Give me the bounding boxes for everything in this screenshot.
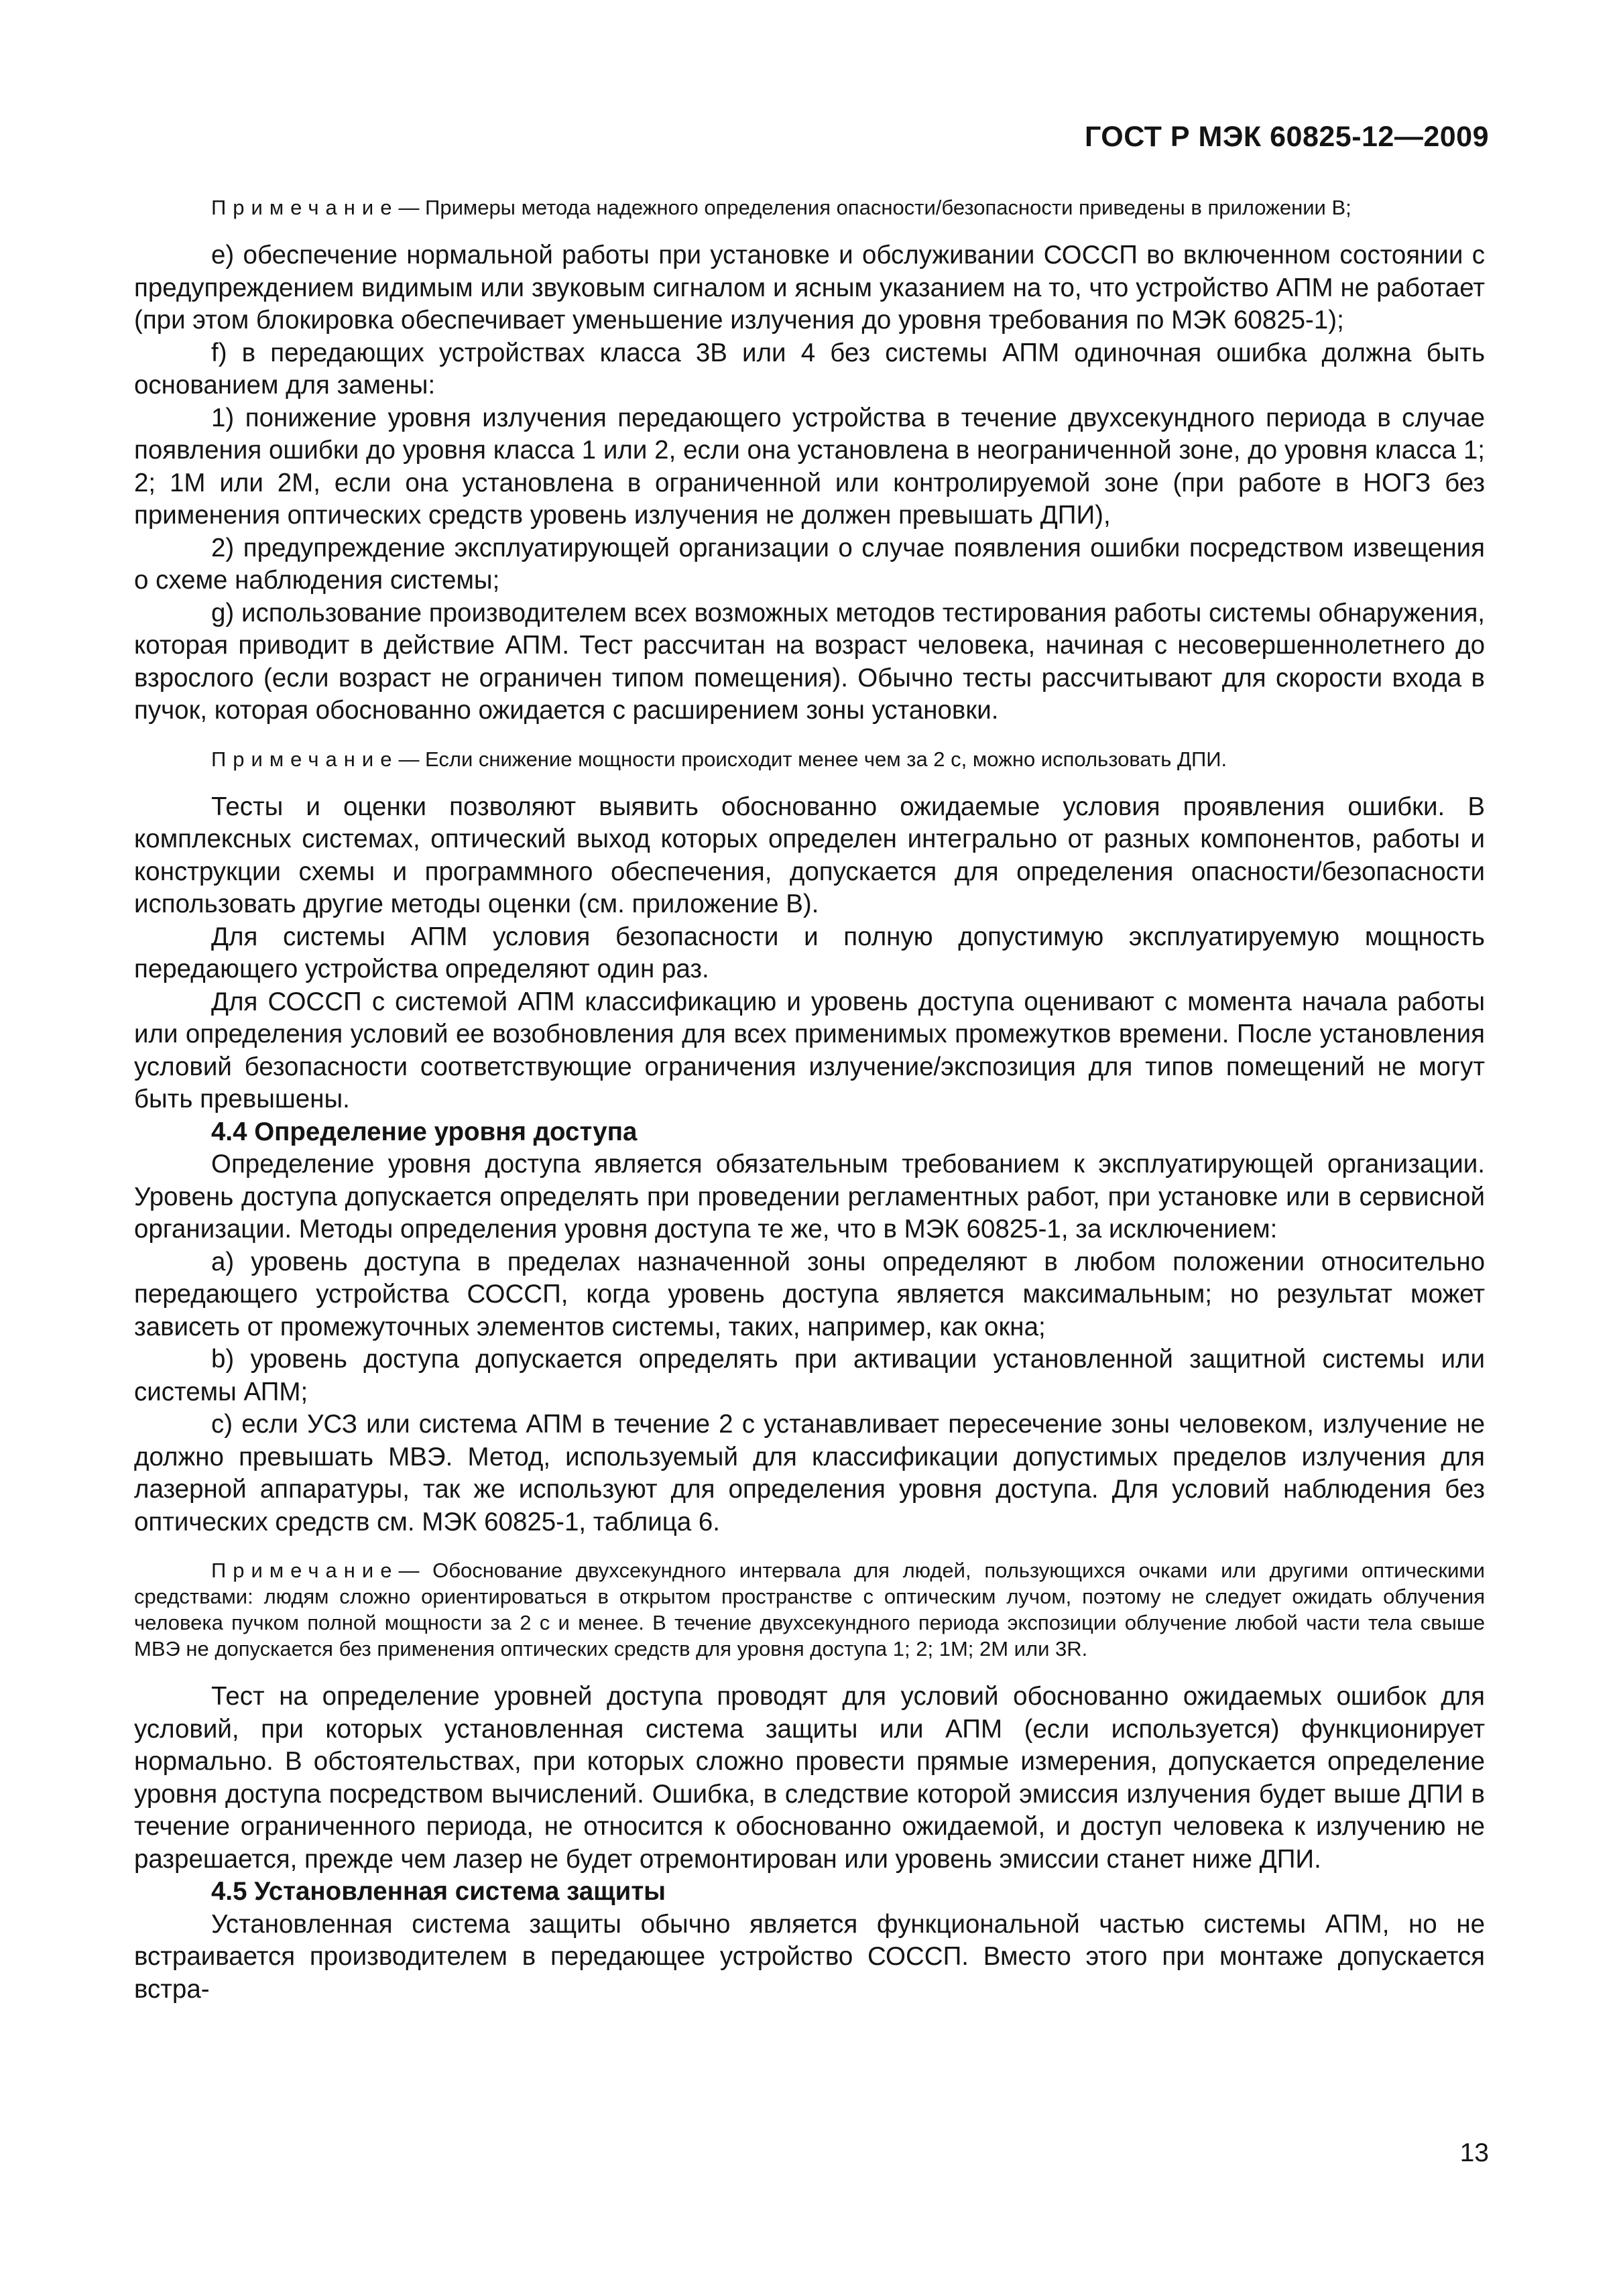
note-power-reduction: [134, 746, 1485, 772]
document-body: [134, 194, 1485, 2006]
paragraph-tests: Тесты и оценки позволяют выявить обоснованно ожидаемые условия проявления ошибки. В комплексных системах, оптический выход которых определен интегрально от разных компонентов, работы и конструкции схемы и программного обеспечения, допускается для определения опасности/безопасности использовать другие методы оценки (см. приложение В).: [134, 792, 1485, 918]
document-header: ГОСТ Р МЭК 60825-12—2009: [1084, 121, 1489, 153]
note-label: Примечание: [211, 1559, 399, 1582]
paragraph-g: g) использование производителем всех возможных методов тестирования работы системы обнаружения, которая приводит в действие АПМ. Тест рассчитан на возраст человека, начиная с несовершеннолетнего до взрослого (если возраст не ограничен типом помещения). Обычно тесты рассчитывают для скорости входа в пучок, которая обоснованно ожидается с расширением зоны установки.: [134, 598, 1485, 725]
paragraph-4-5: Установленная система защиты обычно является функциональной частью системы АПМ, но не встраивается производителем в передающее устройство СОССП. Вместо этого при монтаже допускается встра-: [134, 1909, 1485, 2004]
paragraph-4-4-a: a) уровень доступа в пределах назначенной зоны определяют в любом положении относительно передающего устройства СОССП, когда уровень доступа является максимальным; но результат может зависеть от промежуточных элементов системы, таких, например, как окна;: [134, 1247, 1485, 1341]
paragraph-4-4-c: c) если УСЗ или система АПМ в течение 2 с устанавливает пересечение зоны человеком, излучение не должно превышать МВЭ. Метод, используемый для классификации допустимых пределов излучения для лазерной аппаратуры, так же используют для определения уровня доступа. Для условий наблюдения без оптических средств см. МЭК 60825-1, таблица 6.: [134, 1410, 1485, 1536]
paragraph-sossp: Для СОССП с системой АПМ классификацию и уровень доступа оценивают с момента начала работы или определения условий ее возобновления для всех применимых промежутков времени. После установления условий безопасности соответствующие ограничения излучение/экспозиция для типов помещений не могут быть превышены.: [134, 987, 1485, 1113]
page-number: 13: [1459, 2138, 1489, 2167]
paragraph-apm: Для системы АПМ условия безопасности и полную допустимую эксплуатируемую мощность передающего устройства определяют один раз.: [134, 922, 1485, 983]
paragraph-access-test: Тест на определение уровней доступа проводят для условий обоснованно ожидаемых ошибок для условий, при которых установленная система защиты или АПМ (если используется) функционирует нормально. В обстоятельствах, при которых сложно провести прямые измерения, допускается определение уровня доступа посредством вычислений. Ошибка, в следствие которой эмиссия излучения будет выше ДПИ в течение ограниченного периода, не относится к обоснованно ожидаемой, и доступ человека к излучению не разрешается, прежде чем лазер не будет отремонтирован или уровень эмиссии станет ниже ДПИ.: [134, 1682, 1485, 1874]
note-two-second-interval: [134, 1557, 1485, 1662]
note-label: Примечание: [211, 747, 399, 771]
paragraph-e: е) обеспечение нормальной работы при установке и обслуживании СОССП во включенном состоянии с предупреждением видимым или звуковым сигналом и ясным указанием на то, что устройство АПМ не работает (при этом блокировка обеспечивает уменьшение излучения до уровня требования по МЭК 60825-1);: [134, 241, 1485, 335]
note-text: — Обоснование двухсекундного интервала для людей, пользующихся очками или другими оптическими средствами: людям сложно ориентироваться в открытом пространстве с оптическим лучом, поэтому не следует ожидать облучения человека пучком полной мощности за 2 с и менее. В течение двухсекундного периода экспозиции облучение любой части тела свыше МВЭ не допускается без применения оптических средств для уровня доступа 1; 2; 1М; 2М или 3R.: [134, 1559, 1485, 1660]
note-text: — Если снижение мощности происходит менее чем за 2 с, можно использовать ДПИ.: [398, 747, 1227, 771]
paragraph-4-4-intro: Определение уровня доступа является обязательным требованием к эксплуатирующей организации. Уровень доступа допускается определять при проведении регламентных работ, при установке или в сервисной организации. Методы определения уровня доступа те же, что в МЭК 60825-1, за исключением:: [134, 1150, 1485, 1244]
note-examples: [134, 194, 1485, 221]
note-label: Примечание: [211, 196, 399, 219]
paragraph-f2: 2) предупреждение эксплуатирующей организации о случае появления ошибки посредством извещения о схеме наблюдения системы;: [134, 533, 1485, 595]
section-heading-4-4: 4.4 Определение уровня доступа: [211, 1117, 638, 1146]
paragraph-4-4-b: b) уровень доступа допускается определять при активации установленной защитной системы или системы АПМ;: [134, 1345, 1485, 1406]
paragraph-f1: 1) понижение уровня излучения передающего устройства в течение двухсекундного периода в случае появления ошибки до уровня класса 1 или 2, если она установлена в неограниченной зоне, до уровня класса 1; 2; 1M или 2M, если она установлена в ограниченной или контролируемой зоне (при работе в НОГЗ без применения оптических средств уровень излучения не должен превышать ДПИ),: [134, 403, 1485, 530]
section-heading-4-5: 4.5 Установленная система защиты: [211, 1877, 666, 1906]
note-text: — Примеры метода надежного определения опасности/безопасности приведены в приложении В;: [398, 196, 1351, 219]
paragraph-f: f) в передающих устройствах класса 3В или 4 без системы АПМ одиночная ошибка должна быть основанием для замены:: [134, 338, 1485, 400]
